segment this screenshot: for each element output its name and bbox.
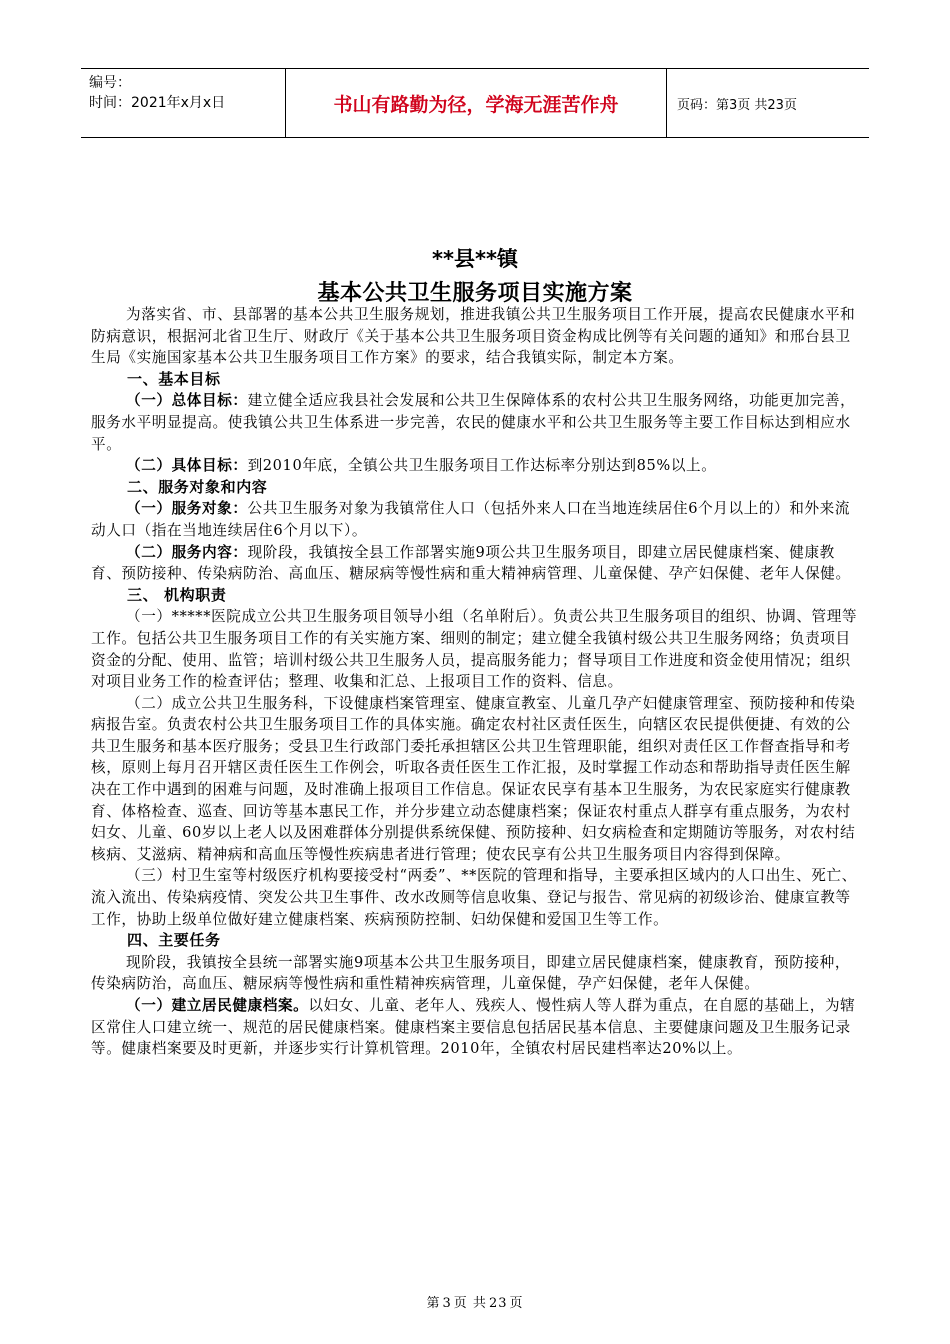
section-2-p1-label: （一）服务对象：: [126, 500, 248, 518]
page-footer: [0, 1292, 950, 1311]
document-body: [91, 304, 861, 1060]
header-table: [81, 68, 869, 138]
section-1-p2-label: （二）具体目标：: [126, 457, 248, 475]
section-4-p2-text: 以妇女、儿童、老年人、残疾人、慢性病人等人群为重点，在自愿的基础上，为辖区常住人口建立统一、规范的居民健康档案。健康档案主要信息包括居民基本信息、主要健康问题及卫生服务记录等。健康档案要及时更新，并逐步实行计算机管理。2010年，全镇农村居民建档率达20%以上。: [91, 997, 856, 1058]
section-4-p2-label: （一）建立居民健康档案。: [126, 997, 309, 1014]
document-number-label: 编号：: [89, 75, 131, 91]
header-page-info: 页码：第3页 共23页: [677, 97, 797, 113]
footer-mid: 页 共: [453, 1296, 487, 1311]
section-1-paragraph-1: [91, 390, 861, 455]
header-left-cell: [81, 69, 286, 137]
section-3-paragraph-2: （二）成立公共卫生服务科，下设健康档案管理室、健康宣教室、儿童几孕产妇健康管理室、预防接种和传染病报告室。负责农村公共卫生服务项目工作的具体实施。确定农村社区责任医生，向辖区农民提供便捷、有效的公共卫生服务和基本医疗服务；受县卫生行政部门委托承担辖区公共卫生管理职能，组织对责任区工作督查指导和考核，原则上每月召开辖区责任医生工作例会，听取各责任医生工作汇报，及时掌握工作动态和帮助指导责任医生解决在工作中遇到的困难与问题，及时准确上报项目工作信息。保证农民享有基本卫生服务，为农民家庭实行健康教育、体格检查、巡查、回访等基本惠民工作，并分步建立动态健康档案；保证农村重点人群享有重点服务，为农村妇女、儿童、60岁以上老人以及困难群体分别提供系统保健、预防接种、妇女病检查和定期随访等服务，对农村结核病、艾滋病、精神病和高血压等慢性疾病患者进行管理；使农民享有公共卫生服务项目内容得到保障。: [91, 694, 856, 863]
document-time: 时间：2021年x月x日: [89, 95, 226, 111]
footer-total-pages: 23: [488, 1296, 508, 1311]
section-1-paragraph-2: [91, 455, 861, 477]
section-2-paragraph-2: [91, 542, 861, 585]
section-1-heading: 一、基本目标: [127, 369, 221, 388]
section-3-heading: 三、 机构职责: [127, 585, 227, 604]
document-title-line2: 基本公共卫生服务项目实施方案: [317, 281, 633, 306]
footer-suffix: 页: [509, 1296, 524, 1311]
footer-page-number: 3: [442, 1296, 452, 1311]
section-4-paragraph-2: [91, 995, 861, 1060]
footer-prefix: 第: [426, 1296, 441, 1311]
section-4-heading: 四、主要任务: [127, 931, 221, 950]
section-2-paragraph-1: [91, 498, 861, 541]
section-1-p1-text: 建立健全适应我县社会发展和公共卫生保障体系的农村公共卫生服务网络，功能更加完善，服务水平明显提高。使我镇公共卫生体系进一步完善，农民的健康水平和公共卫生服务等主要工作目标达到相应水平。: [91, 392, 856, 453]
document-title-line1: **县**镇: [432, 247, 518, 271]
section-1-p2-text: 到2010年底，全镇公共卫生服务项目工作达标率分别达到85%以上。: [247, 457, 717, 475]
section-1-p1-label: （一）总体目标：: [126, 392, 248, 410]
section-2-p2-label: （二）服务内容：: [126, 543, 248, 561]
section-2-p1-text: 公共卫生服务对象为我镇常住人口（包括外来人口在当地连续居住6个月以上的）和外来流动人口（指在当地连续居住6个月以下）。: [91, 500, 851, 539]
section-3-paragraph-3: （三）村卫生室等村级医疗机构要接受村“两委”、**医院的管理和指导，主要承担区域内的人口出生、死亡、流入流出、传染病疫情、突发公共卫生事件、改水改厕等信息收集、登记与报告、常见病的初级诊治、健康宣教等工作，协助上级单位做好建立健康档案、疾病预防控制、妇幼保健和爱国卫生等工作。: [91, 867, 857, 928]
section-2-p2-text: 现阶段，我镇按全县工作部署实施9项公共卫生服务项目，即建立居民健康档案、健康教育、预防接种、传染病防治、高血压、糖尿病等慢性病和重大精神病管理、儿童保健、孕产妇保健、老年人保健。: [91, 543, 851, 583]
section-3-paragraph-1: （一）*****医院成立公共卫生服务项目领导小组（名单附后）。负责公共卫生服务项目的组织、协调、管理等工作。包括公共卫生服务项目工作的有关实施方案、细则的制定；建立健全我镇村级公共卫生服务网络；负责项目资金的分配、使用、监管；培训村级公共卫生服务人员，提高服务能力；督导项目工作进度和资金使用情况；组织对项目业务工作的检查评估；整理、收集和汇总、上报项目工作的资料、信息。: [91, 608, 858, 691]
intro-paragraph: 为落实省、市、县部署的基本公共卫生服务规划，推进我镇公共卫生服务项目工作开展，提高农民健康水平和防病意识，根据河北省卫生厅、财政厅《关于基本公共卫生服务项目资金构成比例等有关问题的通知》和邢台县卫生局《实施国家基本公共卫生服务项目工作方案》的要求，结合我镇实际，制定本方案。: [91, 306, 856, 367]
header-motto: 书山有路勤为径，学海无涯苦作舟: [286, 69, 667, 137]
section-4-paragraph-1: 现阶段，我镇按全县统一部署实施9项基本公共卫生服务项目，即建立居民健康档案，健康教育，预防接种，传染病防治，高血压、糖尿病等慢性病和重性精神疾病管理，儿童保健，孕产妇保健，老年人保健。: [91, 953, 851, 993]
section-2-heading: 二、服务对象和内容: [127, 477, 268, 496]
